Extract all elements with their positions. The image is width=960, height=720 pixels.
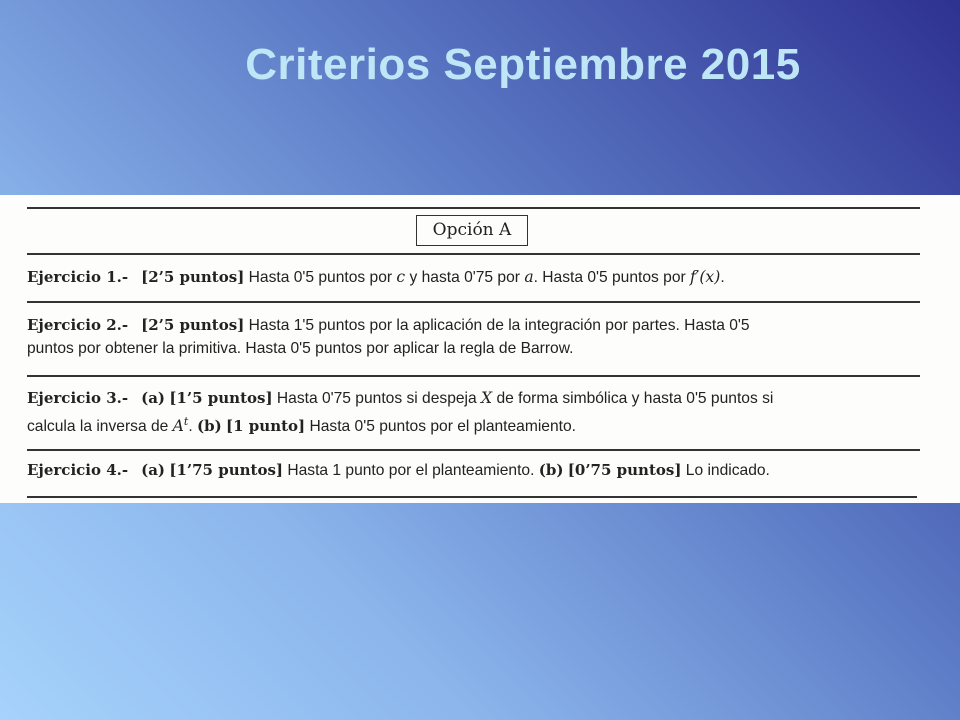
- exercise-2-heading: Ejercicio 2.-: [27, 316, 129, 334]
- exercise-3-text: de forma simbólica y hasta 0'5 puntos si: [496, 390, 774, 407]
- exercise-3-text: calcula la inversa de: [27, 418, 169, 436]
- scanned-document: [0, 195, 960, 503]
- exercise-2-points: [2’5 puntos]: [141, 316, 245, 334]
- math-symbol: f′(x): [690, 268, 721, 286]
- exercise-4-part-b: (b): [538, 461, 564, 479]
- math-symbol: c: [396, 268, 406, 286]
- exercise-4-text: Lo indicado.: [685, 462, 770, 479]
- exercise-4-points-b: [0’75 puntos]: [567, 461, 682, 479]
- exercise-1-text: Hasta 0'5 puntos por: [248, 269, 393, 286]
- exercise-1-points: [2’5 puntos]: [141, 268, 245, 286]
- divider: [27, 253, 920, 255]
- math-superscript: t: [183, 415, 189, 428]
- exercise-1-text: . Hasta 0'5 puntos por: [533, 269, 686, 286]
- exercise-4-text: Hasta 1 punto por el planteamiento.: [287, 462, 535, 479]
- exercise-3-text: Hasta 0'75 puntos si despeja: [276, 390, 477, 407]
- divider: [27, 375, 920, 377]
- math-symbol: a: [524, 268, 534, 286]
- exercise-3-text: Hasta 0'5 puntos por el planteamiento.: [309, 418, 576, 436]
- option-label: Opción A: [416, 215, 528, 246]
- exercise-2-line-2: puntos por obtener la primitiva. Hasta 0'5 puntos por aplicar la regla de Barrow.: [27, 340, 574, 357]
- math-symbol: A: [172, 417, 184, 436]
- divider: [27, 496, 917, 498]
- exercise-3-part-a: (a): [141, 389, 166, 407]
- divider: [27, 207, 920, 209]
- math-symbol: X: [481, 389, 493, 407]
- exercise-3-points-b: [1 punto]: [226, 417, 306, 436]
- exercise-3-heading: Ejercicio 3.-: [27, 389, 129, 407]
- divider: [27, 301, 920, 303]
- exercise-3-points-a: [1’5 puntos]: [169, 389, 273, 407]
- exercise-3-part-b: (b): [197, 417, 222, 436]
- divider: [27, 449, 920, 451]
- exercise-2-line-1: Hasta 1'5 puntos por la aplicación de la integración por partes. Hasta 0'5: [248, 317, 750, 334]
- exercise-1-heading: Ejercicio 1.-: [27, 268, 129, 286]
- exercise-4-heading: Ejercicio 4.-: [27, 461, 129, 479]
- exercise-1-text: y hasta 0'75 por: [409, 269, 520, 286]
- slide-title: Criterios Septiembre 2015: [245, 40, 801, 89]
- exercise-4-points-a: [1’75 puntos]: [169, 461, 283, 479]
- exercise-4: [27, 459, 770, 482]
- exercise-3: [27, 387, 773, 438]
- exercise-2: [27, 314, 750, 360]
- exercise-4-part-a: (a): [141, 461, 166, 479]
- exercise-1: [27, 266, 725, 289]
- exercise-3-text: .: [188, 418, 193, 436]
- exercise-1-text: .: [720, 269, 725, 286]
